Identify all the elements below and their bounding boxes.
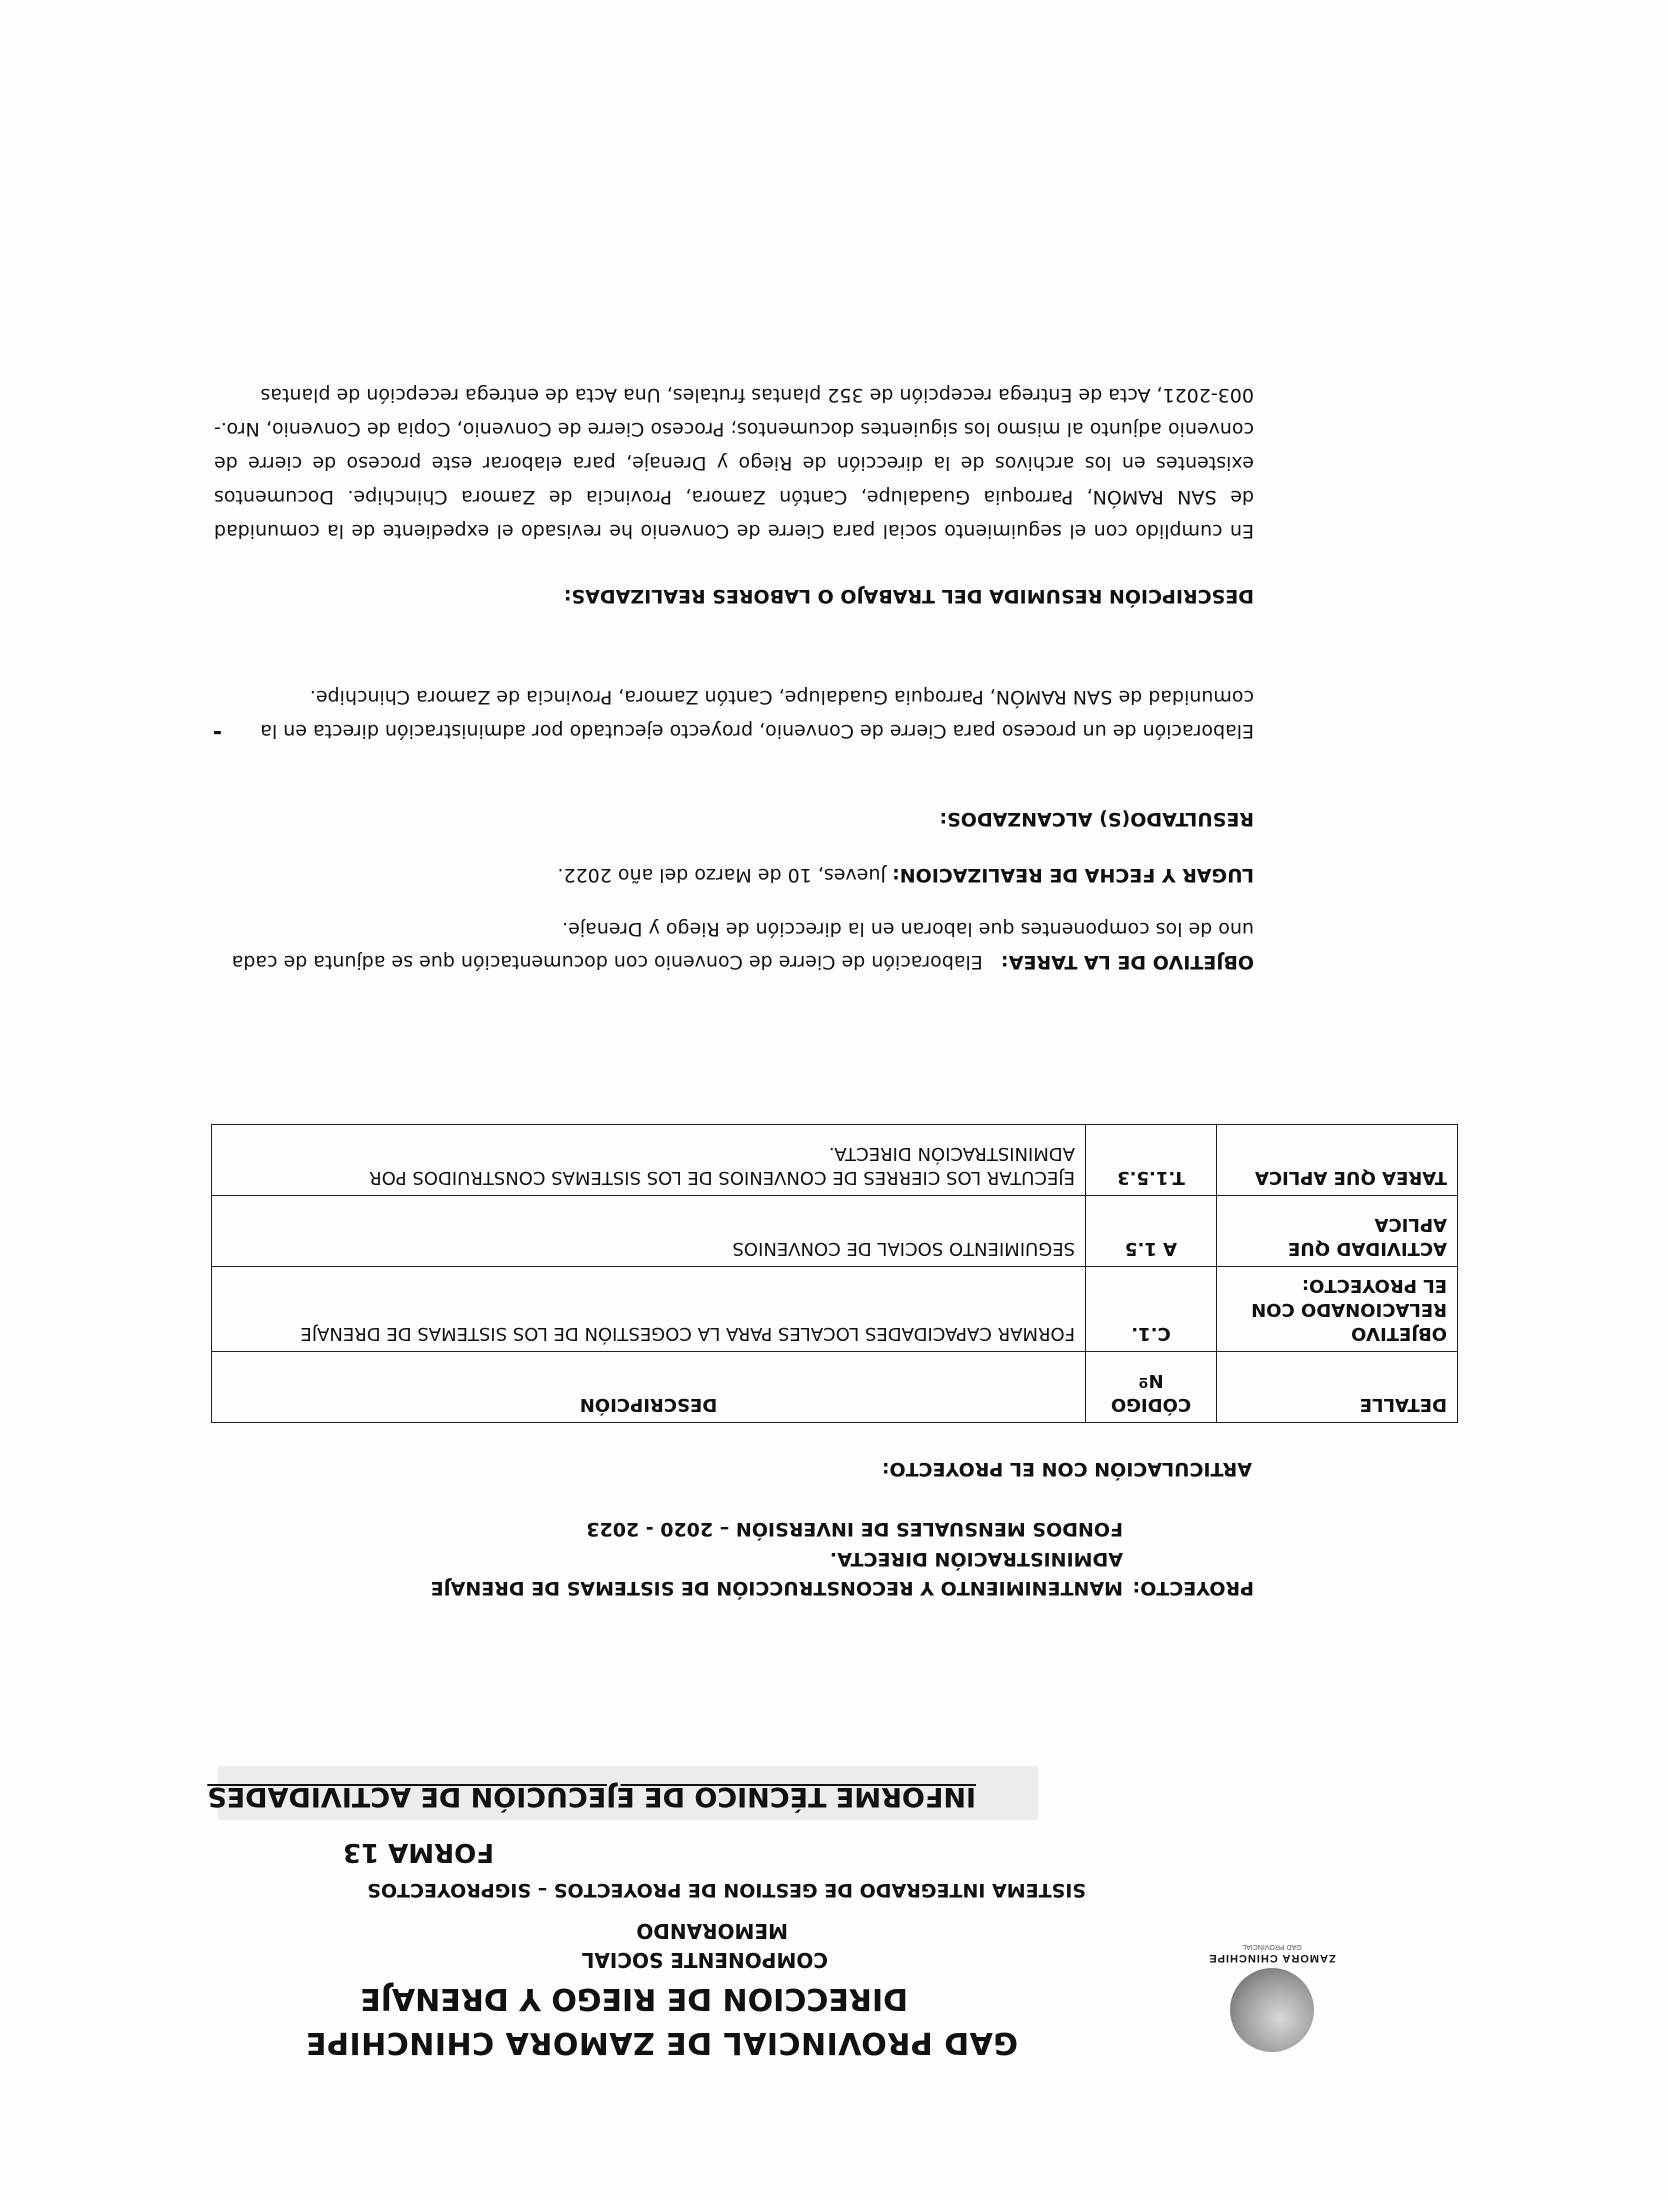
column-header: DESCRIPCIÓN (212, 1352, 1086, 1423)
doc-type-heading: MEMORANDO (636, 1919, 788, 1943)
results-heading: RESULTADO(S) ALCANZADOS: (939, 808, 1254, 830)
report-title: INFORME TÉCNICO DE EJECUCIÓN DE ACTIVIDADES (207, 1781, 976, 1812)
table-cell-descripcion: SEGUIMIENTO SOCIAL DE CONVENIOS (212, 1196, 1086, 1267)
table-row (212, 1267, 1458, 1352)
column-header: CÓDIGO Nº (1086, 1352, 1217, 1423)
table-cell-codigo: T.1.5.3 (1086, 1125, 1217, 1196)
project-line-2: ADMINISTRACIÓN DIRECTA. (829, 1548, 1123, 1570)
project-line-3: FONDOS MENSUALES DE INVERSIÓN – 2020 - 2023 (586, 1518, 1123, 1540)
description-heading: DESCRIPCIÓN RESUMIDA DEL TRABAJO O LABORES REALIZADAS: (563, 585, 1254, 607)
table-cell-descripcion: EJECUTAR LOS CIERRES DE CONVENIOS DE LOS SISTEMAS CONSTRUIDOS POR ADMINISTRACIÓN DIRECTA. (212, 1125, 1086, 1196)
logo-subtitle: GAD PROVINCIAL (1242, 1943, 1302, 1950)
table-row (212, 1125, 1458, 1196)
place-date (557, 864, 1254, 886)
table-cell-codigo: C.1. (1086, 1267, 1217, 1352)
table-cell-descripcion: FORMAR CAPACIDADES LOCALES PARA LA COGESTIÓN DE LOS SISTEMAS DE DRENAJE (212, 1267, 1086, 1352)
table-header-row (212, 1352, 1458, 1423)
table-cell-detalle: ACTIVIDAD QUE APLICA (1217, 1196, 1458, 1267)
system-heading: SISTEMA INTEGRADO DE GESTION DE PROYECTOS – SIGPROYECTOS (367, 1879, 1086, 1901)
logo-name: ZAMORA CHINCHIPE (1208, 1952, 1336, 1964)
articulation-heading: ARTICULACIÓN CON EL PROYECTO: (881, 1458, 1252, 1480)
gad-logo (1182, 1932, 1362, 2052)
articulation-table (211, 1124, 1458, 1423)
table-cell-detalle: OBJETIVO RELACIONADO CON EL PROYECTO: (1217, 1267, 1458, 1352)
results-text: Elaboración de un proceso para Cierre de Convenio, proyecto ejecutado por administración directa en la comunidad de SAN RAMÓN, Parroquia Guadalupe, Cantón Zamora, Provincia de Zamora Chinchipe. (260, 686, 1254, 742)
org-heading: GAD PROVINCIAL DE ZAMORA CHINCHIPE (305, 2025, 1018, 2060)
table-cell-codigo: A 1.5 (1086, 1196, 1217, 1267)
column-header: DETALLE (1217, 1352, 1458, 1423)
component-heading: COMPONENTE SOCIAL (581, 1948, 828, 1972)
description-text: En cumplido con el seguimiento social para Cierre de Convenio he revisado el expediente de la comunidad de SAN RAMÓN, Parroquia Guadalupe, Cantón Zamora, Provincia de Zamora Chinchipe. Documentos existentes en los archivos de la dirección de Riego y Drenaje, para elaborar este proceso de cierre de convenio adjunto al mismo los siguientes documentos; Proceso Cierre de Convenio, Copia de Convenio, Nro.- 003-2021, Acta de Entrega recepción de 352 plantas frutales, Una Acta de entrega recepción de plantas (214, 384, 1254, 542)
logo-emblem-icon (1230, 1968, 1314, 2052)
table-cell-detalle: TAREA QUE APLICA (1217, 1125, 1458, 1196)
form-number: FORMA 13 (342, 1837, 494, 1867)
department-heading: DIRECCION DE RIEGO Y DRENAJE (360, 1981, 908, 2016)
table-row (212, 1196, 1458, 1267)
task-objective (214, 912, 1254, 978)
project-label: PROYECTO: (1132, 1577, 1254, 1599)
results-bullet: - (212, 720, 222, 745)
task-objective-text: Elaboración de Cierre de Convenio con documentación que se adjunta de cada uno de los componentes que laboran en la dirección de Riego y Drenaje. (231, 918, 1254, 973)
task-objective-label: OBJETIVO DE LA TAREA: (1000, 951, 1254, 973)
project-line-1: MANTENIMIENTO Y RECONSTRUCCIÓN DE SISTEMAS DE DRENAJE (430, 1577, 1123, 1599)
place-date-label: LUGAR Y FECHA DE REALIZACION: (892, 864, 1254, 886)
place-date-text: Jueves, 10 de Marzo del año 2022. (557, 864, 887, 886)
